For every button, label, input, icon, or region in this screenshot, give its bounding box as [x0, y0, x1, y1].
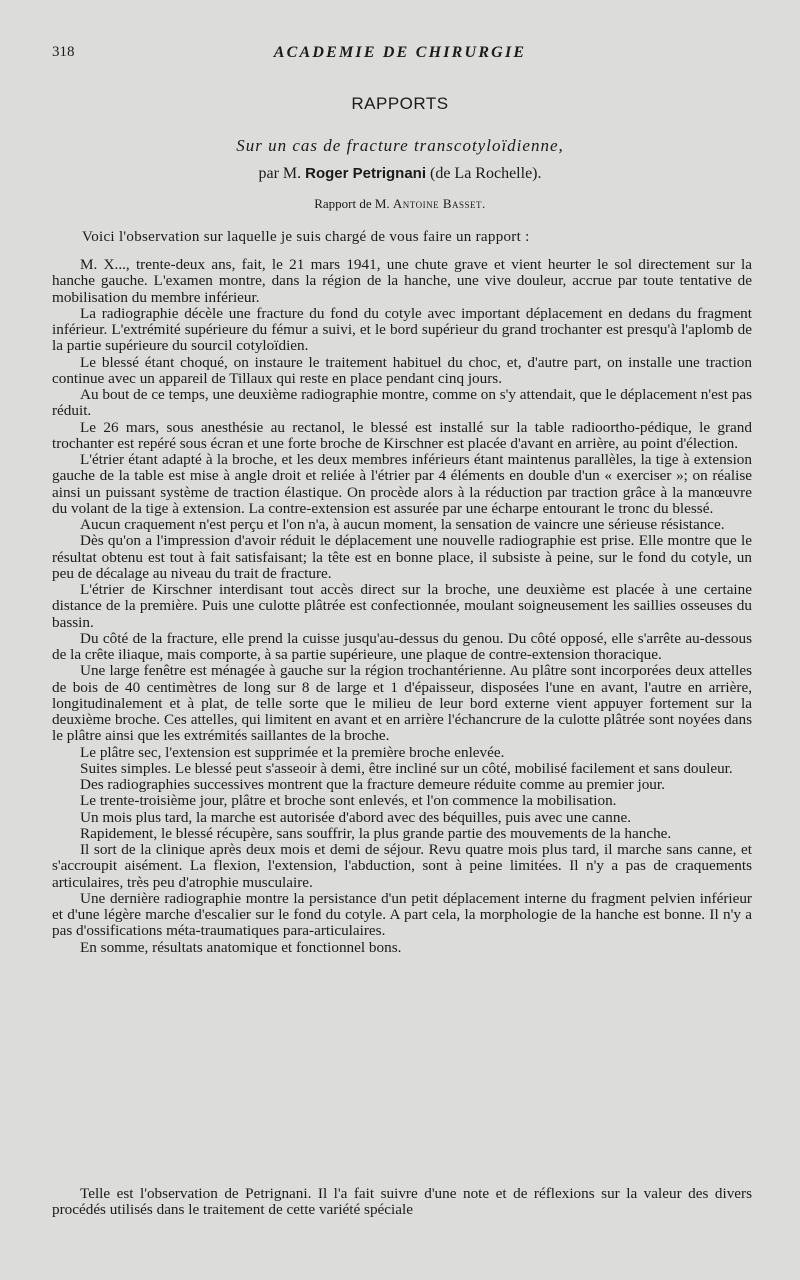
paragraph: Le trente-troisième jour, plâtre et broche sont enlevés, et l'on commence la mobilisation. — [80, 792, 617, 810]
intro-sentence: Voici l'observation sur laquelle je suis chargé de vous faire un rapport : — [82, 229, 530, 245]
paragraph: Le 26 mars, sous anesthésie au rectanol, le blessé est installé sur la table radioortho-pédique, le grand trochanter est repéré sous écran et une forte broche de Kirschner est placée d'avant en arrière, au point d'élection. — [52, 418, 752, 452]
closing-paragraph — [52, 1186, 752, 1219]
paragraph: Le plâtre sec, l'extension est supprimée et la première broche enlevée. — [80, 743, 505, 761]
section-title: RAPPORTS — [351, 94, 449, 113]
paragraph: Rapidement, le blessé récupère, sans souffrir, la plus grande partie des mouvements de la hanche. — [80, 824, 672, 842]
byline — [0, 165, 800, 183]
byline-prefix: par M. — [258, 165, 302, 182]
paragraph: Dès qu'on a l'impression d'avoir réduit le déplacement une nouvelle radiographie est prise. Elle montre que le résultat obtenu est tout à fait satisfaisant; la tête est en bonne place, il subsiste à peine, sur le fond du cotyle, un peu de décalage au niveau du trait de fracture. — [52, 532, 752, 582]
paragraph: Un mois plus tard, la marche est autorisée d'abord avec des béquilles, puis avec une canne. — [80, 808, 631, 826]
paragraph: Des radiographies successives montrent que la fracture demeure réduite comme au premier jour. — [80, 776, 665, 793]
page-number: 318 — [52, 44, 75, 60]
paragraph: La radiographie décèle une fracture du fond du cotyle avec important déplacement en dedans du fragment inférieur. L'extrémité supérieure du fémur a suivi, et le bord supérieur du grand trochanter est presqu'à l'aplomb de la partie supérieure du sourcil cotyloïdien. — [52, 304, 752, 355]
article-title: Sur un cas de fracture transcotyloïdienne, — [236, 136, 564, 155]
reporter-line — [0, 196, 800, 212]
paragraph: M. X..., trente-deux ans, fait, le 21 mars 1941, une chute grave et vient heurter le sol directement sur la hanche gauche. L'examen montre, dans la région de la hanche, une vive douleur, accrue par toute tentative de mobilisation du membre inférieur. — [52, 256, 752, 306]
paragraph: En somme, résultats anatomique et fonctionnel bons. — [80, 938, 402, 956]
paragraph: Au bout de ce temps, une deuxième radiographie montre, comme on s'y attendait, que le déplacement n'est pas réduit. — [52, 386, 752, 420]
paragraph: L'étrier de Kirschner interdisant tout accès direct sur la broche, une deuxième est placée à une certaine distance de la première. Puis une culotte plâtrée est confectionnée, moulant soigneusement les saillies osseuses du bassin. — [52, 581, 752, 631]
author-affiliation: (de La Rochelle). — [430, 165, 542, 182]
paragraph: Suites simples. Le blessé peut s'asseoir à demi, être incliné sur un côté, mobilisé facilement et sans douleur. — [80, 759, 733, 777]
paragraph: Il sort de la clinique après deux mois et demi de séjour. Revu quatre mois plus tard, il marche sans canne, et s'accroupit aisément. La flexion, l'extension, l'abduction, sont à peine limitées. Il n'y a pas de craquements articulaires, très peu d'atrophie musculaire. — [52, 841, 752, 891]
running-title: ACADEMIE DE CHIRURGIE — [273, 44, 527, 61]
paragraph: Telle est l'observation de Petrignani. Il l'a fait suivre d'une note et de réflexions sur la valeur des divers procédés utilisés dans le traitement de cette variété spéciale — [52, 1185, 752, 1219]
paragraph: Une large fenêtre est ménagée à gauche sur la région trochantérienne. Au plâtre sont incorporées deux attelles de bois de 40 centimètres de long sur 8 de large et 1 d'épaisseur, disposées l'une en avant, l'autre en arrière, longitudinalement et à plat, de telle sorte que le milieu de leur bord externe vient appuyer fortement sur la deuxième broche. Ces attelles, qui limitent en avant et en arrière l'échancrure de la culotte plâtrée sont noyées dans le plâtre ainsi que les extrémités saillantes de la broche. — [52, 662, 752, 745]
article-body — [52, 257, 752, 956]
page-header — [52, 44, 748, 66]
author-name: Roger Petrignani — [305, 165, 426, 182]
paragraph: L'étrier étant adapté à la broche, et les deux membres inférieurs étant maintenus parallèles, la tige à extension gauche de la table est mise à angle droit et reliée à l'étrier par 4 éléments en double d'un « exerciser »; on réalise ainsi un puissant système de traction élastique. On procède alors à la réduction par traction grâce à la manœuvre du volant de la tige à extension. La contre-extension est assurée par une écharpe entourant le tronc du blessé. — [52, 451, 752, 517]
reporter-name: Antoine Basset. — [392, 196, 486, 211]
paragraph: Aucun craquement n'est perçu et l'on n'a, à aucun moment, la sensation de vaincre une sérieuse résistance. — [80, 516, 725, 533]
paragraph: Du côté de la fracture, elle prend la cuisse jusqu'au-dessus du genou. Du côté opposé, elle s'arrête au-dessous de la crête iliaque, mais comporte, à sa partie supérieure, une plaque de contre-extension thoracique. — [52, 629, 752, 663]
paragraph: Une dernière radiographie montre la persistance d'un petit déplacement interne du fragment pelvien inférieur et d'une légère marche d'escalier sur le fond du cotyle. A part cela, la morphologie de la hanche est bonne. Il n'y a pas d'ossifications méta-traumatiques para-articulaires. — [52, 889, 752, 940]
report-prefix: Rapport de M. — [314, 196, 390, 211]
paragraph: Le blessé étant choqué, on instaure le traitement habituel du choc, et, d'autre part, on installe une traction continue avec un appareil de Tillaux qui reste en place pendant cinq jours. — [52, 353, 752, 387]
